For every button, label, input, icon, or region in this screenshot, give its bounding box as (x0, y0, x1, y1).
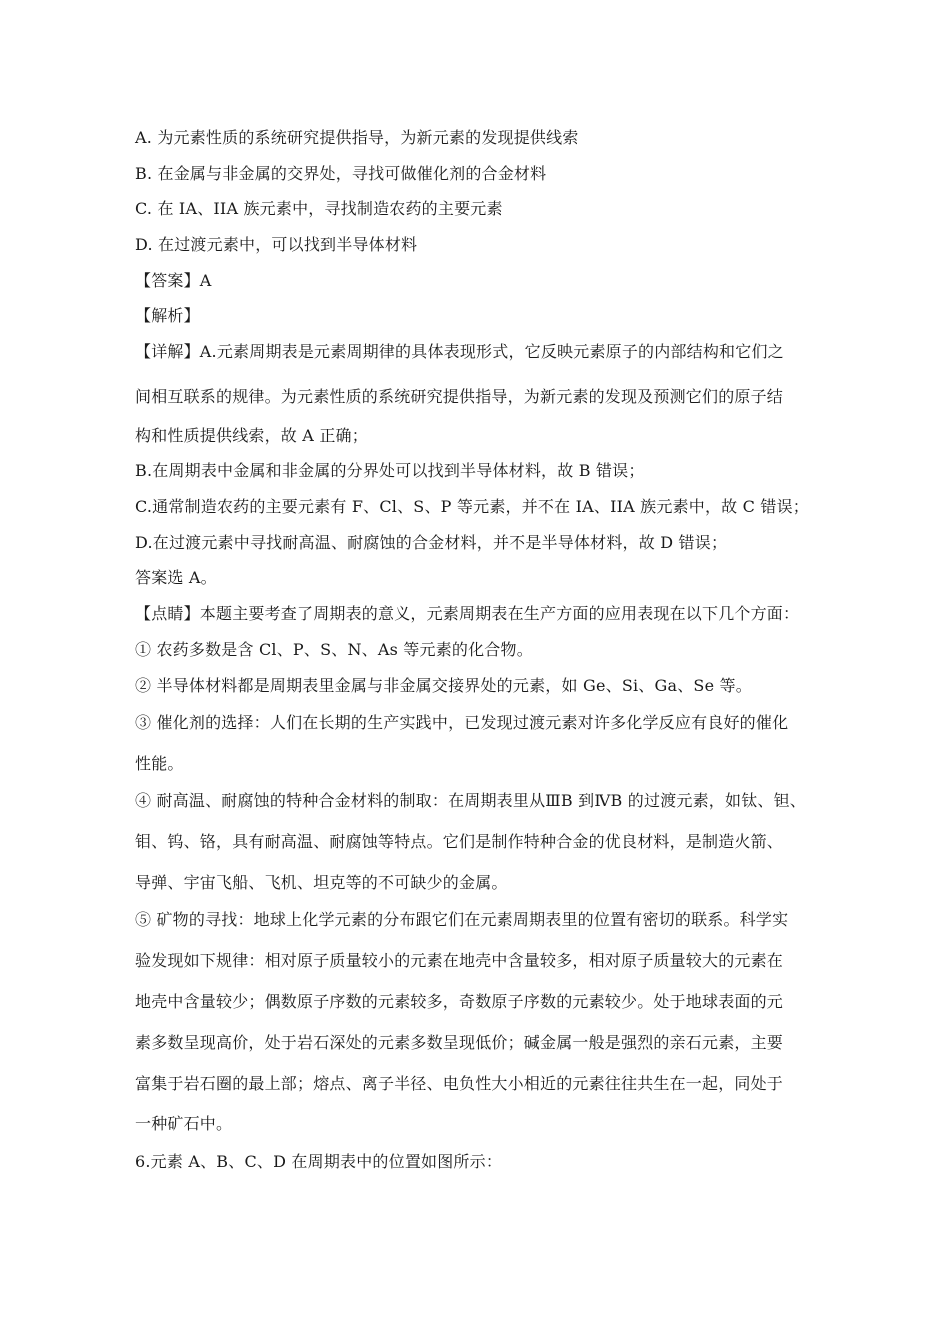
option-c: C. 在 IA、IIA 族元素中，寻找制造农药的主要元素 (135, 199, 503, 218)
explanation-b: B.在周期表中金属和非金属的分界处可以找到半导体材料，故 B 错误； (135, 461, 645, 480)
tip-4-line-1: ④ 耐高温、耐腐蚀的特种合金材料的制取：在周期表里从ⅢB 到ⅣB 的过渡元素，如钛、钽、 (135, 791, 806, 810)
tips-intro: 【点睛】本题主要考查了周期表的意义，元素周期表在生产方面的应用表现在以下几个方面： (135, 604, 800, 623)
tip-5-line-6: 一种矿石中。 (135, 1114, 233, 1133)
question-6-stem: 6.元素 A、B、C、D 在周期表中的位置如图所示： (135, 1152, 503, 1171)
tip-5-line-4: 素多数呈现高价，处于岩石深处的元素多数呈现低价；碱金属一般是强烈的亲石元素，主要 (135, 1033, 784, 1052)
tip-5-line-5: 富集于岩石圈的最上部；熔点、离子半径、电负性大小相近的元素往往共生在一起，同处于 (135, 1074, 784, 1093)
tip-3-line-1: ③ 催化剂的选择：人们在长期的生产实践中，已发现过渡元素对许多化学反应有良好的催化 (135, 713, 789, 732)
tip-4-line-3: 导弹、宇宙飞船、飞机、坦克等的不可缺少的金属。 (135, 873, 508, 892)
tip-3-line-2: 性能。 (135, 754, 184, 773)
tip-1: ① 农药多数是含 Cl、P、S、N、As 等元素的化合物。 (135, 640, 533, 659)
answer-line: 【答案】A (135, 271, 212, 290)
tip-5-line-3: 地壳中含量较少；偶数原子序数的元素较多，奇数原子序数的元素较少。处于地球表面的元 (135, 992, 784, 1011)
option-a: A. 为元素性质的系统研究提供指导，为新元素的发现提供线索 (135, 128, 579, 147)
tip-5-line-1: ⑤ 矿物的寻找：地球上化学元素的分布跟它们在元素周期表里的位置有密切的联系。科学实 (135, 910, 789, 929)
tip-5-line-2: 验发现如下规律：相对原子质量较小的元素在地壳中含量较多，相对原子质量较大的元素在 (135, 951, 784, 970)
analysis-heading: 【解析】 (135, 306, 200, 325)
conclusion: 答案选 A。 (135, 568, 217, 587)
tip-4-line-2: 钼、钨、铬，具有耐高温、耐腐蚀等特点。它们是制作特种合金的优良材料，是制造火箭、 (135, 832, 784, 851)
explanation-c: C.通常制造农药的主要元素有 F、Cl、S、P 等元素，并不在 IA、IIA 族元素中，故 C 错误； (135, 497, 809, 516)
option-b: B. 在金属与非金属的交界处，寻找可做催化剂的合金材料 (135, 164, 547, 183)
detail-line-3: 构和性质提供线索，故 A 正确； (135, 426, 368, 445)
explanation-d: D.在过渡元素中寻找耐高温、耐腐蚀的合金材料，并不是半导体材料，故 D 错误； (135, 533, 728, 552)
option-d: D. 在过渡元素中，可以找到半导体材料 (135, 235, 418, 254)
tip-2: ② 半导体材料都是周期表里金属与非金属交接界处的元素，如 Ge、Si、Ga、Se 等。 (135, 676, 752, 695)
detail-line-2: 间相互联系的规律。为元素性质的系统研究提供指导，为新元素的发现及预测它们的原子结 (135, 387, 784, 406)
detail-line-1: 【详解】A.元素周期表是元素周期律的具体表现形式，它反映元素原子的内部结构和它们之 (135, 342, 784, 361)
